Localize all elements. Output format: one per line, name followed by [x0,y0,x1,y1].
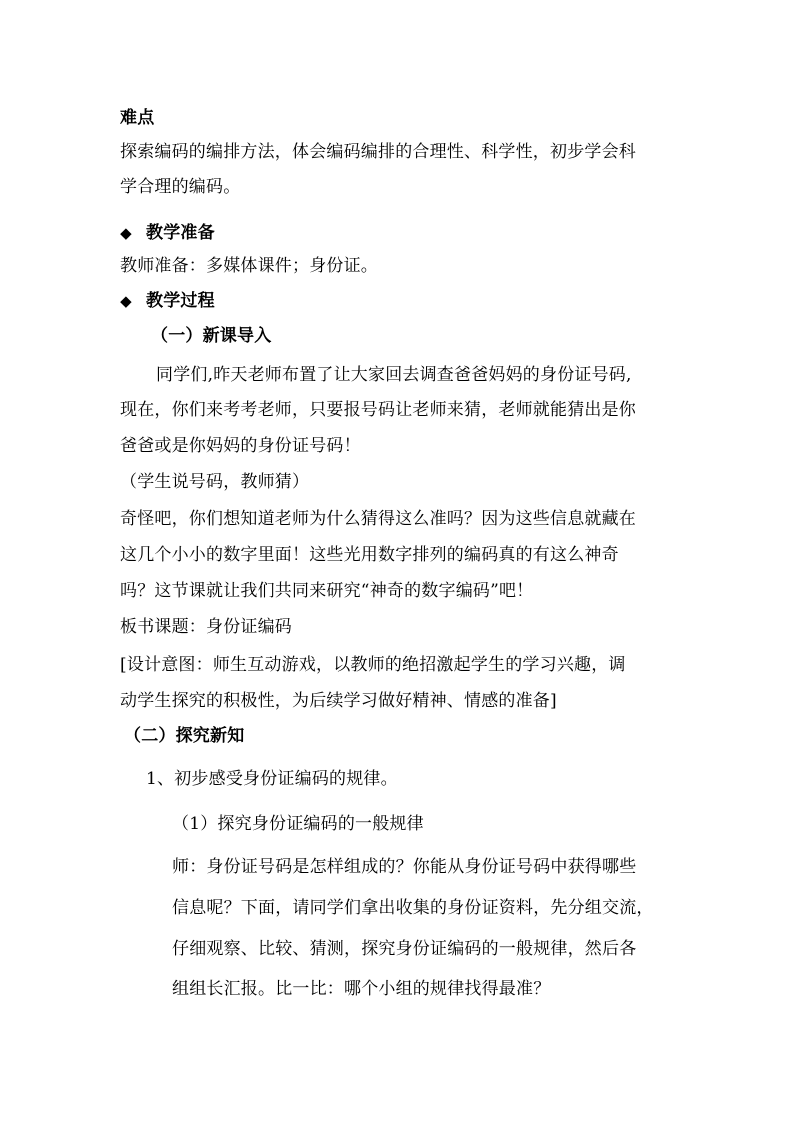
part1-para1-line-2: 现在，你们来考考老师，只要报号码让老师来猜，老师就能猜出是你 [120,400,636,420]
part1-board: 板书课题：身份证编码 [120,617,292,637]
part1-para1-line-3: 爸爸或是你妈妈的身份证号码！ [120,436,361,456]
part2-heading: （二）探究新知 [124,726,245,746]
preparation-heading-text: 教学准备 [146,223,215,243]
part2-teacher-line-4: 组组长汇报。比一比：哪个小组的规律找得最准？ [172,979,551,999]
difficulty-line-1: 探索编码的编排方法，体会编码编排的合理性、科学性，初步学会科 [120,142,636,162]
part2-sub-1: （1）探究身份证编码的一般规律 [172,814,424,834]
part1-intent-line-2: 动学生探究的积极性，为后续学习做好精神、情感的准备] [120,691,557,711]
part1-para2-line-1: 奇怪吧，你们想知道老师为什么猜得这么准吗？因为这些信息就藏在 [120,509,636,529]
part1-para2-line-2: 这几个小小的数字里面！这些光用数字排列的编码真的有这么神奇 [120,545,619,565]
part2-teacher-line-1: 师：身份证号码是怎样组成的？你能从身份证号码中获得哪些 [172,857,637,877]
process-heading [120,289,215,313]
part1-para2-line-3: 吗？这节课就让我们共同来研究“神奇的数字编码”吧！ [120,581,534,601]
preparation-text: 教师准备：多媒体课件；身份证。 [120,256,378,276]
part1-heading: （一）新课导入 [151,326,272,346]
part2-teacher-line-2: 信息呢？下面，请同学们拿出收集的身份证资料，先分组交流， [172,898,654,918]
part1-para1-line-1: 同学们,昨天老师布置了让大家回去调查爸爸妈妈的身份证号码, [156,365,632,385]
diamond-bullet-icon: ◆ [120,292,132,310]
part1-note: （学生说号码，教师猜） [120,472,310,492]
part2-teacher-line-3: 仔细观察、比较、猜测，探究身份证编码的一般规律，然后各 [172,939,637,959]
preparation-heading [120,221,215,245]
part1-intent-line-1: [设计意图：师生互动游戏，以教师的绝招激起学生的学习兴趣，调 [120,655,626,675]
difficulty-line-2: 学合理的编码。 [120,177,241,197]
process-heading-text: 教学过程 [146,291,215,311]
part2-item-1: 1、初步感受身份证编码的规律。 [146,769,398,789]
diamond-bullet-icon: ◆ [120,224,132,242]
difficulty-heading: 难点 [120,108,155,128]
